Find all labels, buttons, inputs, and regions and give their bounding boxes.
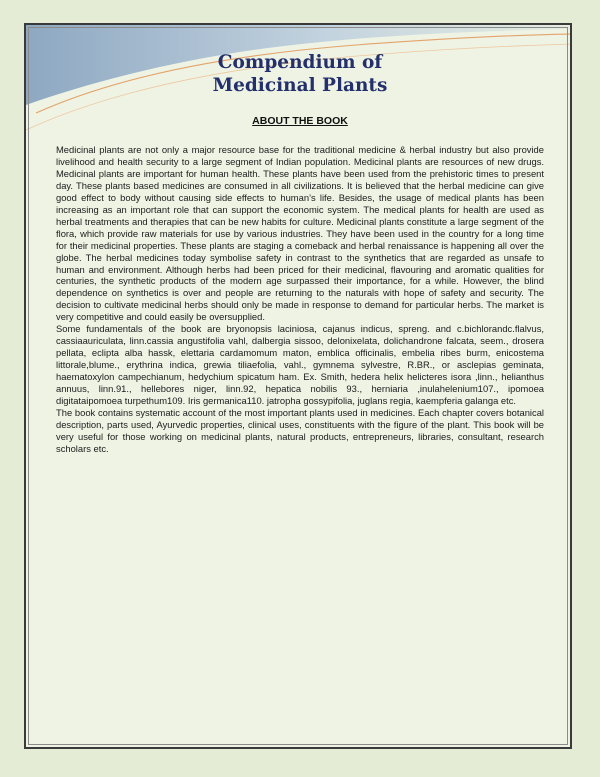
- paragraph-fundamentals: Some fundamentals of the book are bryonopsis laciniosa, cajanus indicus, spreng. and c.bichlorandc.flalvus, cassiaauriculata, linn.cassia angustifolia vahl, dalbergia sissoo, delonixelata, dolichandrone falcata, seem., drosera pellata, eclipta alba hassk, elettaria cardamomum maton, emblica officinalis, embelia ribes burm, enicostema littorale,blume., erythrina indica, grewia tiliaefolia, vahl., gymnema sylvestre, R.BR., or asclepias geminata, haematoxylon campechianum, hedychium spicatum ham. Ex. Smith, hedera helix helicteres isora ,linn., helianthus annuus, linn.91., hellebores niger, linn.92, hepatica nobilis 93., herniaria ,inulahelenium107., ipomoea digitataipomoea turpethum109. Iris germanica110. jatropha gossypifolia, juglans regia, kaempferia galanga etc.: [56, 323, 544, 407]
- paragraph-intro: Medicinal plants are not only a major resource base for the traditional medicine & herbal industry but also provide livelihood and health security to a large segment of Indian population. Medicinal plants are resources of new drugs. Medicinal plants are important for human health. These plants have been used from the prehistoric times to present day. These plants based medicines are consumed in all civilizations. It is believed that the herbal medicine can give good effect to body without causing side effects to human’s life. Besides, the usage of medical plants has been increasing as an important role that can support the economic system. The medical plants for health are used as herbal treatments and therapies that can be new habits for culture. Medicinal plants constitute a large segment of the flora, which provide raw materials for use by various industries. They have been used in the country for a long time for their medicinal properties. These plants are staging a comeback and herbal renaissance is happening all over the globe. The herbal medicines today symbolise safety in contrast to the synthetics that are regarded as unsafe to human and environment. Although herbs had been priced for their medicinal, flavouring and aromatic qualities for centuries, the synthetic products of the modern age surpassed their importance, for a while. However, the blind dependence on synthetics is over and people are returning to the naturals with hope of safety and security. The decision to cultivate medicinal herbs should only be made in response to demand for particular herbs. The market is very competitive and could easily be oversupplied.: [56, 144, 544, 323]
- title-line-1: Compendium of: [217, 52, 383, 73]
- page-frame: [24, 23, 572, 749]
- paragraph-contents: The book contains systematic account of the most important plants used in medicines. Each chapter covers botanical description, parts used, Ayurvedic properties, clinical uses, constituents with the figure of the plant. This book will be very useful for those working on medicinal plants, natural products, entrepreneurs, libraries, consultant, research scholars etc.: [56, 406, 544, 454]
- title-line-2: Medicinal Plants: [212, 75, 388, 96]
- about-heading: ABOUT THE BOOK: [252, 115, 348, 127]
- book-description: [56, 144, 544, 455]
- book-title: [26, 51, 572, 97]
